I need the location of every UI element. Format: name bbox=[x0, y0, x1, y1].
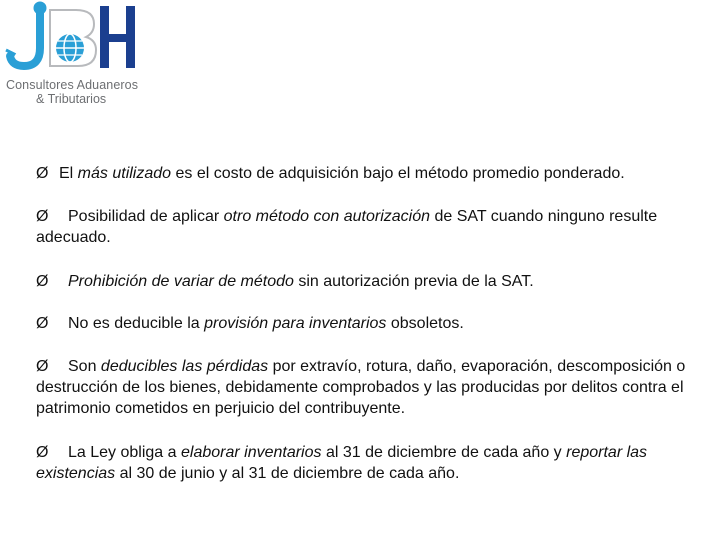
bullet-item: Ø Posibilidad de aplicar otro método con autorización de SAT cuando ninguno resulte adecuado. bbox=[36, 208, 658, 246]
bullet-item: Ø La Ley obliga a elaborar inventarios al 31 de diciembre de cada año y reportar las existencias al 30 de junio y al 31 de diciembre de cada año. bbox=[36, 444, 648, 482]
bullet-item: Ø Prohibición de variar de método sin autorización previa de la SAT. bbox=[36, 273, 534, 290]
logo-mark bbox=[0, 0, 160, 80]
bullet-arrow-icon: Ø bbox=[36, 444, 49, 461]
logo-text-line1: Consultores Aduaneros bbox=[6, 78, 139, 92]
bullet-item: Ø El más utilizado es el costo de adquisición bajo el método promedio ponderado. bbox=[36, 165, 625, 182]
bullet-arrow-icon: Ø bbox=[36, 273, 49, 290]
company-logo bbox=[0, 0, 160, 110]
bullet-arrow-icon: Ø bbox=[36, 208, 49, 225]
bullet-arrow-icon: Ø bbox=[36, 315, 49, 332]
bullet-arrow-icon: Ø bbox=[36, 358, 49, 375]
bullet-item: Ø Son deducibles las pérdidas por extravío, rotura, daño, evaporación, descomposición o destrucción de los bienes, debidamente comprobados y las producidas por delitos contra el patrimonio cometidos en perjuicio del contribuyente. bbox=[36, 358, 686, 417]
bullet-item: Ø No es deducible la provisión para inventarios obsoletos. bbox=[36, 315, 464, 332]
bullet-arrow-icon: Ø bbox=[36, 165, 49, 182]
logo-text-line2: & Tributarios bbox=[36, 92, 107, 106]
